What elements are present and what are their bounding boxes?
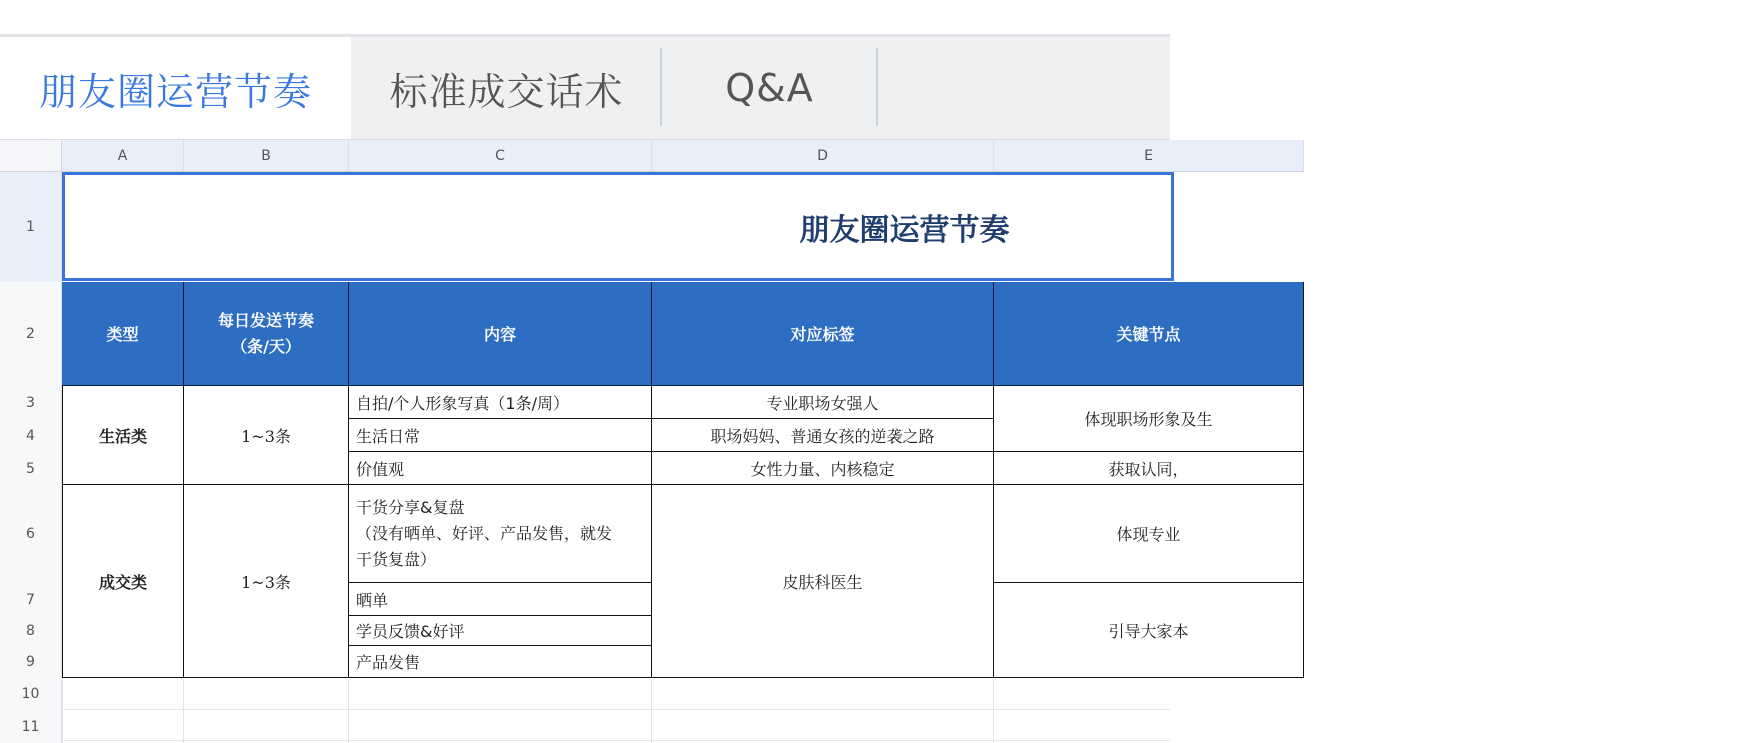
row-header-4[interactable]: 4 [0, 419, 62, 452]
row-header-9[interactable]: 9 [0, 646, 62, 678]
life-key-image[interactable]: 体现职场形象及生 [994, 386, 1304, 452]
row-header-2[interactable]: 2 [0, 282, 62, 386]
deal-type-cell[interactable]: 成交类 [62, 485, 184, 678]
life-frequency-cell[interactable]: 1~3条 [184, 386, 349, 485]
life-content-values[interactable]: 价值观 [349, 452, 652, 485]
tab-sales-script[interactable]: 标准成交话术 [389, 69, 624, 114]
row-header-11[interactable]: 11 [0, 710, 62, 743]
row-header-10[interactable]: 10 [0, 678, 62, 710]
life-content-selfie[interactable]: 自拍/个人形象写真（1条/周） [349, 386, 652, 419]
row-header-8[interactable]: 8 [0, 616, 62, 646]
life-key-recognition[interactable]: 获取认同， [994, 452, 1304, 485]
deal-key-professional[interactable]: 体现专业 [994, 485, 1304, 583]
deal-content-orders[interactable]: 晒单 [349, 583, 652, 616]
row-header-3[interactable]: 3 [0, 386, 62, 419]
select-all-corner[interactable] [0, 140, 62, 172]
header-key-node[interactable]: 关键节点 [994, 282, 1304, 386]
life-tag-female-power[interactable]: 女性力量、内核稳定 [652, 452, 994, 485]
deal-content-line2: （没有晒单、好评、产品发售，就发 [356, 523, 613, 543]
column-header-b[interactable]: B [184, 140, 349, 172]
deal-content-line3: 干货复盘） [356, 549, 437, 569]
deal-tag-dermatologist[interactable]: 皮肤科医生 [652, 485, 994, 678]
deal-content-line1: 干货分享&复盘 [356, 497, 465, 517]
row-header-5[interactable]: 5 [0, 452, 62, 485]
deal-content-launch[interactable]: 产品发售 [349, 646, 652, 678]
life-tag-mother[interactable]: 职场妈妈、普通女孩的逆袭之路 [652, 419, 994, 452]
grid-line [62, 740, 1170, 741]
header-tag[interactable]: 对应标签 [652, 282, 994, 386]
life-tag-professional[interactable]: 专业职场女强人 [652, 386, 994, 419]
header-content[interactable]: 内容 [349, 282, 652, 386]
life-content-daily[interactable]: 生活日常 [349, 419, 652, 452]
tab-qa[interactable]: Q&A [725, 66, 814, 110]
row-header-7[interactable]: 7 [0, 583, 62, 616]
top-toolbar [0, 0, 1170, 37]
grid-line [183, 678, 184, 743]
sheet-title-cell[interactable]: 朋友圈运营节奏 [799, 213, 1010, 248]
row-header-1[interactable]: 1 [0, 172, 62, 282]
deal-content-feedback[interactable]: 学员反馈&好评 [349, 616, 652, 646]
grid-line [651, 678, 652, 743]
header-frequency-line1: 每日发送节奏 [217, 310, 314, 330]
tab-divider [876, 48, 878, 126]
tab-operation-rhythm[interactable]: 朋友圈运营节奏 [0, 37, 351, 139]
header-frequency[interactable] [184, 282, 349, 386]
column-header-c[interactable]: C [349, 140, 652, 172]
column-header-a[interactable]: A [62, 140, 184, 172]
sheet-tab-bar [0, 37, 1170, 140]
column-header-e[interactable]: E [994, 140, 1304, 172]
grid-line [62, 709, 1170, 710]
life-type-cell[interactable]: 生活类 [62, 386, 184, 485]
deal-key-guide[interactable]: 引导大家本 [994, 583, 1304, 678]
header-type[interactable]: 类型 [62, 282, 184, 386]
header-frequency-line2: （条/天） [231, 336, 301, 356]
deal-content-dry-goods[interactable] [349, 485, 652, 583]
column-header-d[interactable]: D [652, 140, 994, 172]
grid-line [993, 678, 994, 743]
deal-frequency-cell[interactable]: 1~3条 [184, 485, 349, 678]
grid-line [62, 678, 63, 743]
grid-line [348, 678, 349, 743]
row-header-6[interactable]: 6 [0, 485, 62, 583]
